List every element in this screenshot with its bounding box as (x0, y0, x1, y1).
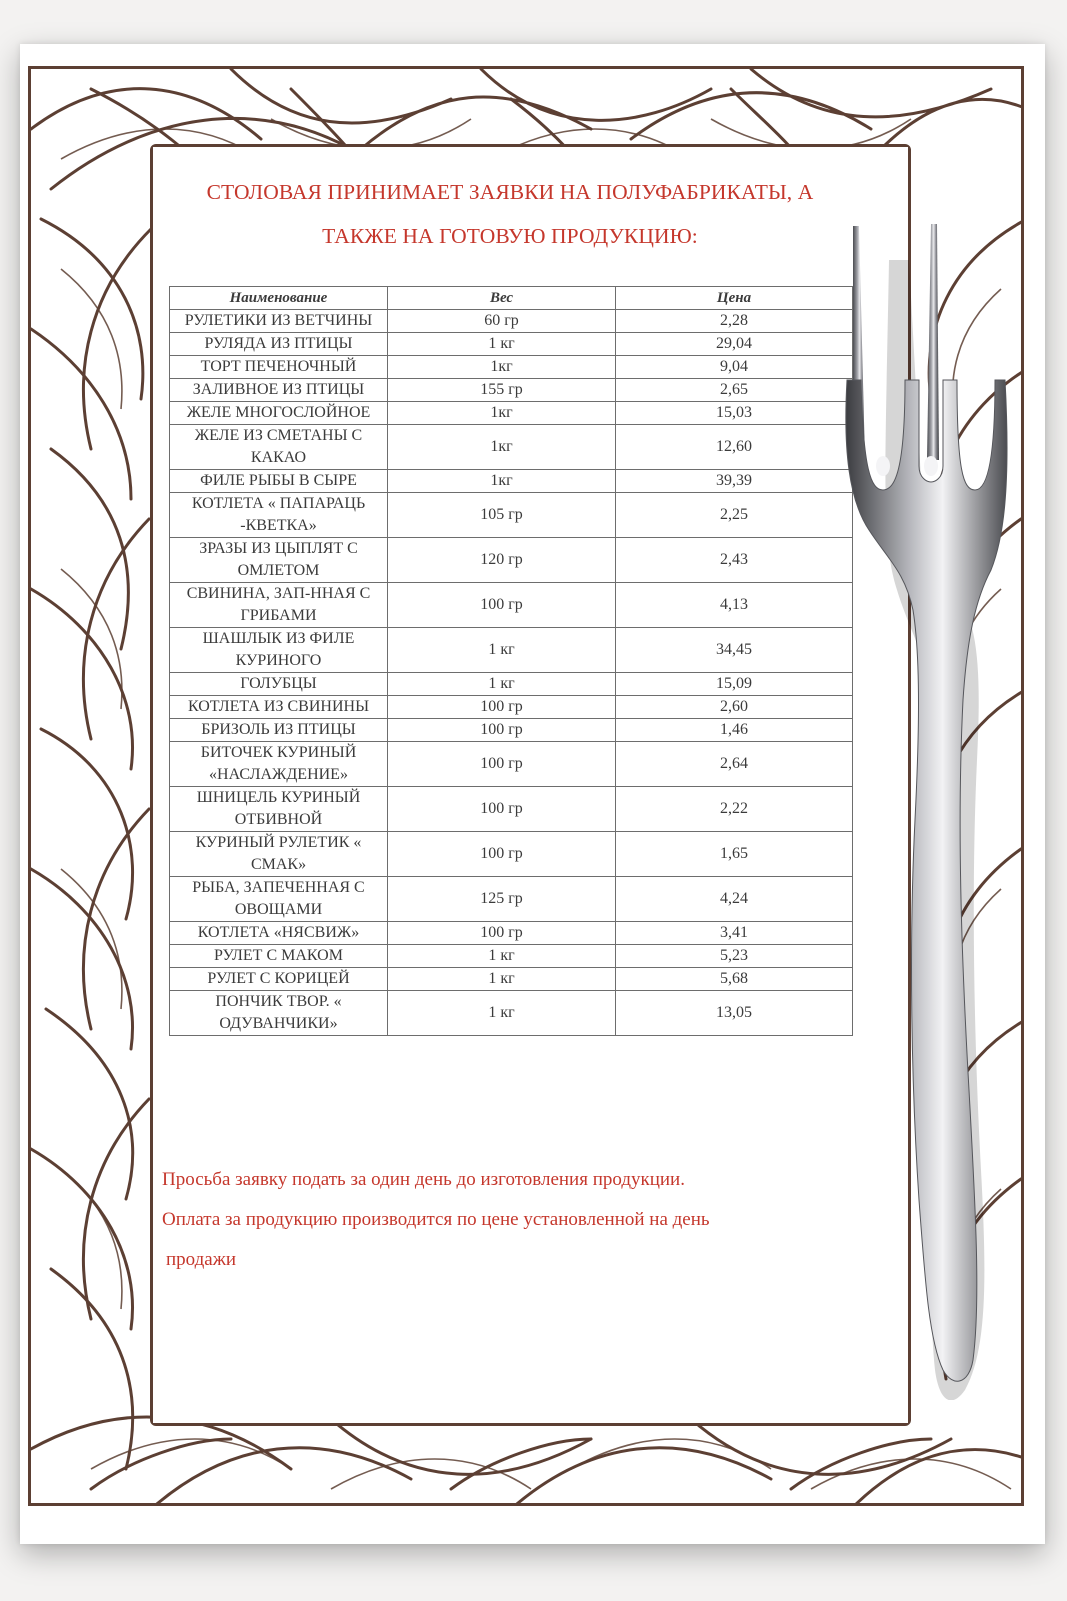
cell-name: РУЛЕТИКИ ИЗ ВЕТЧИНЫ (170, 310, 388, 333)
cell-name: КОТЛЕТА ИЗ СВИНИНЫ (170, 696, 388, 719)
cell-price: 15,09 (616, 673, 853, 696)
cell-price: 29,04 (616, 333, 853, 356)
cell-name: ФИЛЕ РЫБЫ В СЫРЕ (170, 470, 388, 493)
cell-name: ГОЛУБЦЫ (170, 673, 388, 696)
header-price: Цена (616, 287, 853, 310)
cell-price: 2,60 (616, 696, 853, 719)
page-title (160, 170, 860, 258)
cell-price: 2,43 (616, 538, 853, 583)
table-row (170, 402, 853, 425)
table-row (170, 628, 853, 673)
cell-name: ШНИЦЕЛЬ КУРИНЫЙ ОТБИВНОЙ (170, 787, 388, 832)
table-row (170, 310, 853, 333)
cell-price: 1,65 (616, 832, 853, 877)
table-row (170, 945, 853, 968)
table-row (170, 470, 853, 493)
table-row (170, 673, 853, 696)
table-row (170, 356, 853, 379)
title-line-1: СТОЛОВАЯ ПРИНИМАЕТ ЗАЯВКИ НА ПОЛУФАБРИКАТЫ, А (206, 180, 814, 204)
note-line-2: Оплата за продукцию производится по цене установленной на день (162, 1209, 710, 1230)
table-row (170, 538, 853, 583)
cell-weight: 155 гр (388, 379, 616, 402)
cell-weight: 1кг (388, 470, 616, 493)
table-row (170, 742, 853, 787)
cell-name: РУЛЯДА ИЗ ПТИЦЫ (170, 333, 388, 356)
cell-price: 2,22 (616, 787, 853, 832)
cell-price: 13,05 (616, 991, 853, 1036)
table-row (170, 696, 853, 719)
cell-price: 3,41 (616, 922, 853, 945)
note-line-3: продажи (166, 1249, 237, 1270)
cell-name: СВИНИНА, ЗАП-ННАЯ С ГРИБАМИ (170, 583, 388, 628)
cell-price: 2,65 (616, 379, 853, 402)
cell-weight: 1кг (388, 425, 616, 470)
cell-weight: 100 гр (388, 832, 616, 877)
table-row (170, 425, 853, 470)
cell-price: 5,23 (616, 945, 853, 968)
cell-price: 1,46 (616, 719, 853, 742)
table-row (170, 719, 853, 742)
cell-name: КУРИНЫЙ РУЛЕТИК « СМАК» (170, 832, 388, 877)
cell-name: КОТЛЕТА « ПАПАРАЦЬ -КВЕТКА» (170, 493, 388, 538)
cell-price: 4,24 (616, 877, 853, 922)
cell-name: ЖЕЛЕ ИЗ СМЕТАНЫ С КАКАО (170, 425, 388, 470)
cell-name: ТОРТ ПЕЧЕНОЧНЫЙ (170, 356, 388, 379)
cell-name: РЫБА, ЗАПЕЧЕННАЯ С ОВОЩАМИ (170, 877, 388, 922)
cell-weight: 60 гр (388, 310, 616, 333)
cell-weight: 100 гр (388, 719, 616, 742)
cell-price: 2,25 (616, 493, 853, 538)
cell-name: КОТЛЕТА «НЯСВИЖ» (170, 922, 388, 945)
cell-price: 5,68 (616, 968, 853, 991)
fork-icon (835, 220, 1055, 1400)
cell-price: 12,60 (616, 425, 853, 470)
table-row (170, 583, 853, 628)
table-row (170, 787, 853, 832)
cell-name: РУЛЕТ С КОРИЦЕЙ (170, 968, 388, 991)
cell-name: ЗРАЗЫ ИЗ ЦЫПЛЯТ С ОМЛЕТОМ (170, 538, 388, 583)
cell-weight: 105 гр (388, 493, 616, 538)
cell-weight: 120 гр (388, 538, 616, 583)
cell-price: 2,28 (616, 310, 853, 333)
table-row (170, 922, 853, 945)
cell-name: ЖЕЛЕ МНОГОСЛОЙНОЕ (170, 402, 388, 425)
cell-weight: 1кг (388, 356, 616, 379)
cell-name: РУЛЕТ С МАКОМ (170, 945, 388, 968)
cell-weight: 100 гр (388, 922, 616, 945)
cell-weight: 125 гр (388, 877, 616, 922)
table-row (170, 832, 853, 877)
table-row (170, 877, 853, 922)
cell-weight: 1 кг (388, 628, 616, 673)
table-row (170, 333, 853, 356)
cell-name: ЗАЛИВНОЕ ИЗ ПТИЦЫ (170, 379, 388, 402)
cell-weight: 100 гр (388, 787, 616, 832)
cell-weight: 100 гр (388, 583, 616, 628)
cell-price: 15,03 (616, 402, 853, 425)
table-header-row (170, 287, 853, 310)
header-name: Наименование (170, 287, 388, 310)
order-notes (162, 1160, 882, 1280)
cell-weight: 1 кг (388, 968, 616, 991)
cell-weight: 1 кг (388, 991, 616, 1036)
table-row (170, 968, 853, 991)
cell-name: БИТОЧЕК КУРИНЫЙ «НАСЛАЖДЕНИЕ» (170, 742, 388, 787)
cell-weight: 1кг (388, 402, 616, 425)
cell-weight: 100 гр (388, 696, 616, 719)
table-row (170, 493, 853, 538)
table-row (170, 991, 853, 1036)
title-line-2: ТАКЖЕ НА ГОТОВУЮ ПРОДУКЦИЮ: (322, 224, 698, 248)
table-row (170, 379, 853, 402)
note-line-1: Просьба заявку подать за один день до изготовления продукции. (162, 1169, 685, 1190)
cell-weight: 1 кг (388, 945, 616, 968)
header-weight: Вес (388, 287, 616, 310)
cell-price: 34,45 (616, 628, 853, 673)
cell-weight: 100 гр (388, 742, 616, 787)
cell-price: 2,64 (616, 742, 853, 787)
cell-price: 4,13 (616, 583, 853, 628)
cell-weight: 1 кг (388, 333, 616, 356)
cell-weight: 1 кг (388, 673, 616, 696)
price-table (169, 286, 853, 1036)
cell-price: 9,04 (616, 356, 853, 379)
cell-price: 39,39 (616, 470, 853, 493)
cell-name: БРИЗОЛЬ ИЗ ПТИЦЫ (170, 719, 388, 742)
cell-name: ШАШЛЫК ИЗ ФИЛЕ КУРИНОГО (170, 628, 388, 673)
cell-name: ПОНЧИК ТВОР. « ОДУВАНЧИКИ» (170, 991, 388, 1036)
